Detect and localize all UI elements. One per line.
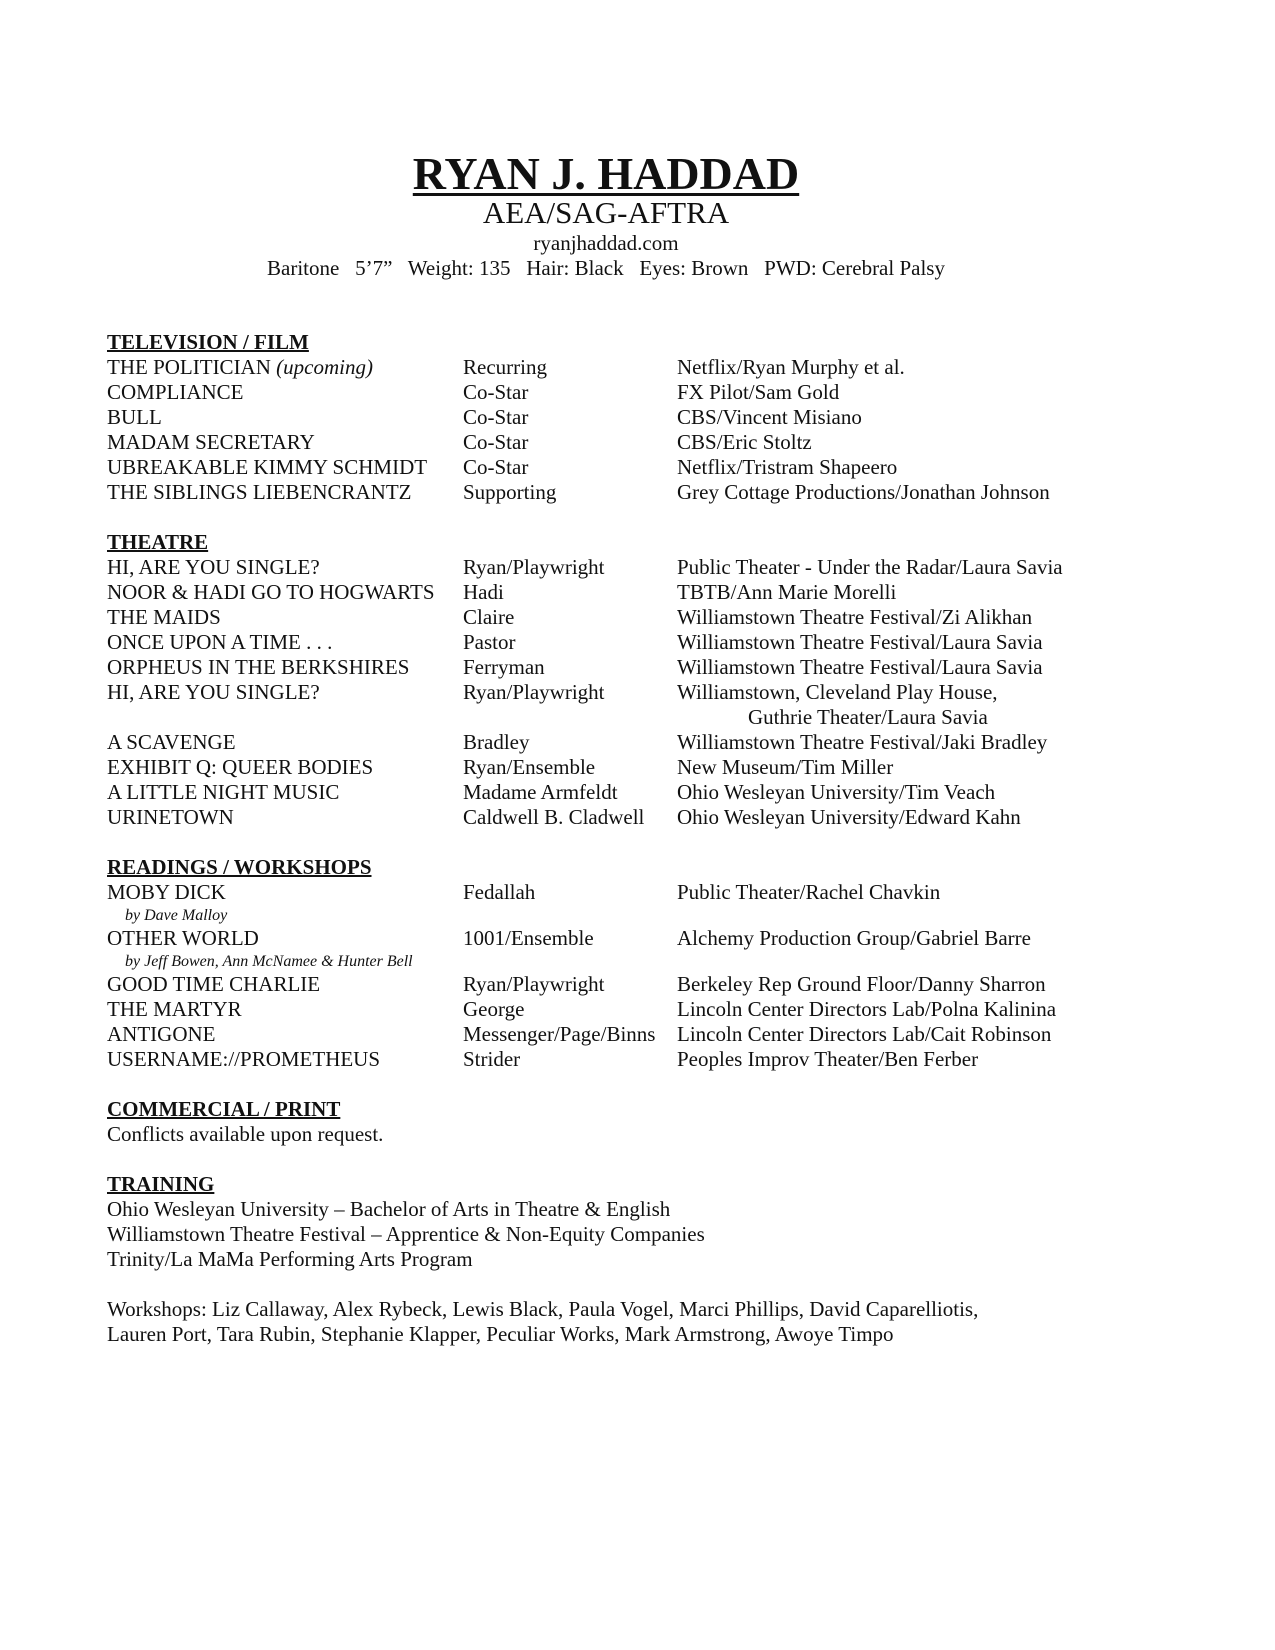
credit-title: A SCAVENGE (107, 730, 236, 754)
credit-company: Lincoln Center Directors Lab/Polna Kalinina (677, 997, 1057, 1021)
credit-company: Alchemy Production Group/Gabriel Barre (677, 926, 1031, 950)
credit-role: Strider (463, 1047, 521, 1071)
credit-role: Supporting (463, 480, 557, 504)
author-credit: by Dave Malloy (125, 907, 228, 924)
credit-company (677, 680, 998, 730)
union-affiliation: AEA/SAG-AFTRA (482, 195, 730, 230)
credit-row (107, 605, 1207, 630)
resume-content (107, 330, 1207, 1347)
training-line: Trinity/La MaMa Performing Arts Program (107, 1247, 473, 1271)
credit-company: New Museum/Tim Miller (677, 755, 894, 779)
credit-role: Messenger/Page/Binns (463, 1022, 656, 1046)
section-title-commercial: COMMERCIAL / PRINT (107, 1097, 341, 1121)
credit-role: Bradley (463, 730, 530, 754)
credit-row (107, 1022, 1207, 1047)
section-title-training: TRAINING (107, 1172, 215, 1196)
credit-row (107, 1047, 1207, 1072)
training-line: Williamstown Theatre Festival – Apprentice & Non-Equity Companies (107, 1222, 705, 1246)
credit-role: Co-Star (463, 430, 529, 454)
credit-company: Williamstown Theatre Festival/Zi Alikhan (677, 605, 1033, 629)
credit-company: CBS/Vincent Misiano (677, 405, 862, 429)
credit-title-text: MOBY DICK (107, 880, 226, 904)
credit-role: Pastor (463, 630, 516, 654)
credit-company: Williamstown Theatre Festival/Laura Savia (677, 630, 1043, 654)
credit-title: THE MARTYR (107, 997, 242, 1021)
credit-title: HI, ARE YOU SINGLE? (107, 555, 320, 579)
credit-row (107, 805, 1207, 830)
credit-title: THE POLITICIAN (upcoming) (107, 355, 373, 379)
commercial-note: Conflicts available upon request. (107, 1122, 384, 1146)
author-credit: by Jeff Bowen, Ann McNamee & Hunter Bell (125, 953, 413, 970)
credit-role: Ryan/Playwright (463, 972, 605, 996)
credit-title (107, 880, 463, 926)
credit-row (107, 480, 1207, 505)
website-link[interactable]: ryanjhaddad.com (533, 231, 679, 255)
credit-title: ANTIGONE (107, 1022, 216, 1046)
credit-company: Ohio Wesleyan University/Tim Veach (677, 780, 996, 804)
credit-role: Ryan/Playwright (463, 680, 605, 704)
credit-row (107, 405, 1207, 430)
credit-row (107, 655, 1207, 680)
credit-title (107, 926, 463, 972)
workshops-line: Workshops: Liz Callaway, Alex Rybeck, Lewis Black, Paula Vogel, Marci Phillips, David Caparelliotis, (107, 1297, 979, 1321)
credit-company: FX Pilot/Sam Gold (677, 380, 840, 404)
credit-row (107, 430, 1207, 455)
credit-row (107, 555, 1207, 580)
training-line: Ohio Wesleyan University – Bachelor of Arts in Theatre & English (107, 1197, 671, 1221)
credit-row (107, 680, 1207, 730)
workshops-line: Lauren Port, Tara Rubin, Stephanie Klapper, Peculiar Works, Mark Armstrong, Awoye Timpo (107, 1322, 894, 1346)
section-title-theatre: THEATRE (107, 530, 209, 554)
credit-row (107, 730, 1207, 755)
credit-company: Berkeley Rep Ground Floor/Danny Sharron (677, 972, 1046, 996)
credit-row (107, 780, 1207, 805)
credit-row (107, 380, 1207, 405)
credit-company: Ohio Wesleyan University/Edward Kahn (677, 805, 1021, 829)
credit-company-line-1: Williamstown, Cleveland Play House, (677, 680, 998, 704)
section-spacer (107, 830, 1207, 855)
credit-row (107, 926, 1207, 972)
credit-row (107, 355, 1207, 380)
credit-company: Williamstown Theatre Festival/Laura Savia (677, 655, 1043, 679)
section-title-tv-film: TELEVISION / FILM (107, 330, 309, 354)
credit-title: URINETOWN (107, 805, 234, 829)
credit-role: Ryan/Ensemble (463, 755, 596, 779)
credit-role: 1001/Ensemble (463, 926, 594, 950)
credit-role: Madame Armfeldt (463, 780, 618, 804)
credit-row (107, 580, 1207, 605)
credit-company: Peoples Improv Theater/Ben Ferber (677, 1047, 979, 1071)
credit-title: THE SIBLINGS LIEBENCRANTZ (107, 480, 412, 504)
credit-company: Williamstown Theatre Festival/Jaki Bradley (677, 730, 1048, 754)
credit-title: NOOR & HADI GO TO HOGWARTS (107, 580, 435, 604)
credit-role: Recurring (463, 355, 547, 379)
section-spacer (107, 505, 1207, 530)
upcoming-note: (upcoming) (276, 355, 373, 379)
credit-row (107, 880, 1207, 926)
credit-company: Netflix/Ryan Murphy et al. (677, 355, 905, 379)
credit-company: Public Theater - Under the Radar/Laura Savia (677, 555, 1063, 579)
credit-role: Co-Star (463, 405, 529, 429)
credit-role: Fedallah (463, 880, 536, 904)
credit-title: COMPLIANCE (107, 380, 244, 404)
credit-company: Lincoln Center Directors Lab/Cait Robinson (677, 1022, 1052, 1046)
credit-title: ONCE UPON A TIME . . . (107, 630, 333, 654)
credit-role: Caldwell B. Cladwell (463, 805, 645, 829)
credit-row (107, 997, 1207, 1022)
credit-role: Hadi (463, 580, 504, 604)
credit-role: Ryan/Playwright (463, 555, 605, 579)
credit-role: George (463, 997, 525, 1021)
credit-title: A LITTLE NIGHT MUSIC (107, 780, 340, 804)
credit-row (107, 755, 1207, 780)
credit-title: USERNAME://PROMETHEUS (107, 1047, 381, 1071)
credit-title: THE MAIDS (107, 605, 221, 629)
section-title-readings: READINGS / WORKSHOPS (107, 855, 372, 879)
credit-row (107, 455, 1207, 480)
credit-role: Ferryman (463, 655, 545, 679)
credit-role: Claire (463, 605, 515, 629)
credit-company: CBS/Eric Stoltz (677, 430, 812, 454)
section-spacer (107, 1072, 1207, 1097)
credit-company: Grey Cottage Productions/Jonathan Johnson (677, 480, 1050, 504)
credit-row (107, 630, 1207, 655)
section-spacer (107, 1272, 1207, 1297)
credit-title: UBREAKABLE KIMMY SCHMIDT (107, 455, 428, 479)
credit-title-text: OTHER WORLD (107, 926, 259, 950)
physical-stats: Baritone 5’7” Weight: 135 Hair: Black Eyes: Brown PWD: Cerebral Palsy (267, 256, 945, 280)
credit-title: ORPHEUS IN THE BERKSHIRES (107, 655, 410, 679)
credit-title: HI, ARE YOU SINGLE? (107, 680, 320, 704)
credit-company-line-2: Guthrie Theater/Laura Savia (748, 705, 988, 729)
credit-role: Co-Star (463, 455, 529, 479)
section-spacer (107, 1147, 1207, 1172)
actor-name: RYAN J. HADDAD (412, 148, 800, 199)
credit-title: MADAM SECRETARY (107, 430, 315, 454)
credit-company: TBTB/Ann Marie Morelli (677, 580, 897, 604)
credit-title: EXHIBIT Q: QUEER BODIES (107, 755, 374, 779)
credit-company: Public Theater/Rachel Chavkin (677, 880, 941, 904)
credit-role: Co-Star (463, 380, 529, 404)
credit-row (107, 972, 1207, 997)
credit-title: GOOD TIME CHARLIE (107, 972, 321, 996)
credit-title: BULL (107, 405, 162, 429)
credit-company: Netflix/Tristram Shapeero (677, 455, 898, 479)
